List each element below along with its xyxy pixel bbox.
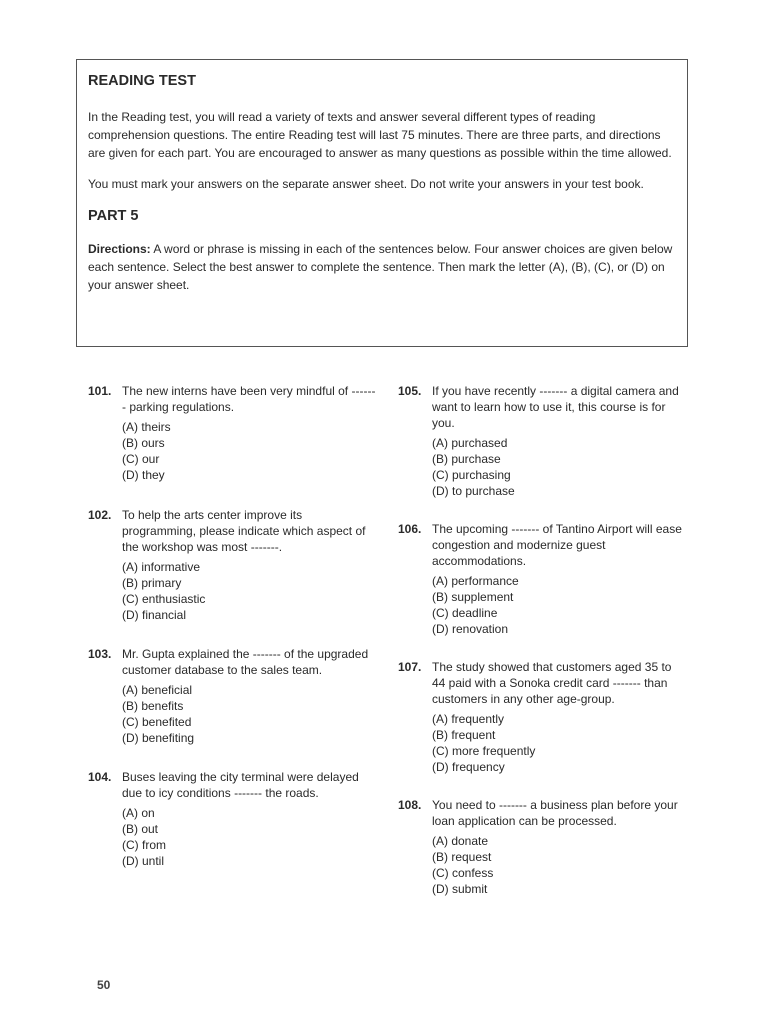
question-105 [398,383,688,499]
question-104 [88,769,378,869]
question-103 [88,646,378,746]
answer-options [432,711,688,775]
answer-options [432,833,688,897]
option-c: (C) confess [432,866,494,880]
option-d: (D) they [122,468,165,482]
question-101 [88,383,378,483]
option-c: (C) more frequently [432,744,536,758]
option-b: (B) out [122,822,159,836]
question-text: The study showed that customers aged 35 to 44 paid with a Sonoka credit card ------- than customers in any other age-group. [432,660,672,706]
option-b: (B) purchase [432,452,501,466]
option-b: (B) request [432,850,492,864]
option-a: (A) frequently [432,712,505,726]
question-number: 102. [88,508,112,522]
option-d: (D) to purchase [432,484,515,498]
option-c: (C) enthusiastic [122,592,206,606]
option-c: (C) our [122,452,160,466]
option-d: (D) until [122,854,165,868]
question-text: The upcoming ------- of Tantino Airport will ease congestion and modernize guest accommodations. [432,522,682,568]
question-text: Mr. Gupta explained the ------- of the upgraded customer database to the sales team. [122,647,369,677]
answer-options [122,559,378,623]
part-heading: PART 5 [88,208,139,224]
answer-sheet-paragraph: You must mark your answers on the separate answer sheet. Do not write your answers in your test book. [88,177,644,191]
question-number: 108. [398,798,422,812]
directions-text: A word or phrase is missing in each of the sentences below. Four answer choices are given below each sentence. Select the best answer to complete the sentence. Then mark the letter (A), (B), (C), or (D) on your answer sheet. [88,242,673,292]
question-number: 107. [398,660,422,674]
option-b: (B) frequent [432,728,496,742]
option-b: (B) benefits [122,699,184,713]
option-c: (C) purchasing [432,468,511,482]
question-108 [398,797,688,897]
question-number: 101. [88,384,112,398]
option-b: (B) primary [122,576,182,590]
page-number: 50 [97,978,111,992]
option-d: (D) frequency [432,760,505,774]
intro-paragraph: In the Reading test, you will read a variety of texts and answer several different types of reading comprehension questions. The entire Reading test will last 75 minutes. There are three parts, and directions are given for each part. You are encouraged to answer as many questions as possible within the time allowed. [88,110,672,160]
reading-test-heading: READING TEST [88,73,196,89]
question-text: The new interns have been very mindful of ------- parking regulations. [122,384,376,414]
option-d: (D) financial [122,608,187,622]
question-number: 104. [88,770,112,784]
answer-options [122,805,378,869]
option-a: (A) theirs [122,420,171,434]
option-d: (D) renovation [432,622,509,636]
option-a: (A) informative [122,560,201,574]
question-number: 106. [398,522,422,536]
option-c: (C) deadline [432,606,498,620]
option-a: (A) purchased [432,436,508,450]
question-106 [398,521,688,637]
option-a: (A) on [122,806,155,820]
answer-options [122,682,378,746]
directions-paragraph [88,240,675,294]
question-102 [88,507,378,623]
option-a: (A) donate [432,834,489,848]
question-text: Buses leaving the city terminal were delayed due to icy conditions ------- the roads. [122,770,359,800]
questions-left-column [88,383,378,869]
option-a: (A) beneficial [122,683,193,697]
question-text: If you have recently ------- a digital camera and want to learn how to use it, this course is for you. [432,384,679,430]
option-d: (D) submit [432,882,488,896]
question-107 [398,659,688,775]
option-a: (A) performance [432,574,519,588]
question-text: You need to ------- a business plan before your loan application can be processed. [432,798,678,828]
question-text: To help the arts center improve its programming, please indicate which aspect of the workshop was most -------. [122,508,366,554]
question-number: 103. [88,647,112,661]
option-b: (B) supplement [432,590,514,604]
questions-right-column [398,383,688,897]
question-number: 105. [398,384,422,398]
answer-options [432,435,688,499]
answer-options [432,573,688,637]
option-c: (C) benefited [122,715,192,729]
option-d: (D) benefiting [122,731,195,745]
instructions-box [76,59,688,347]
answer-options [122,419,378,483]
directions-label: Directions: [88,242,151,256]
option-b: (B) ours [122,436,165,450]
option-c: (C) from [122,838,166,852]
